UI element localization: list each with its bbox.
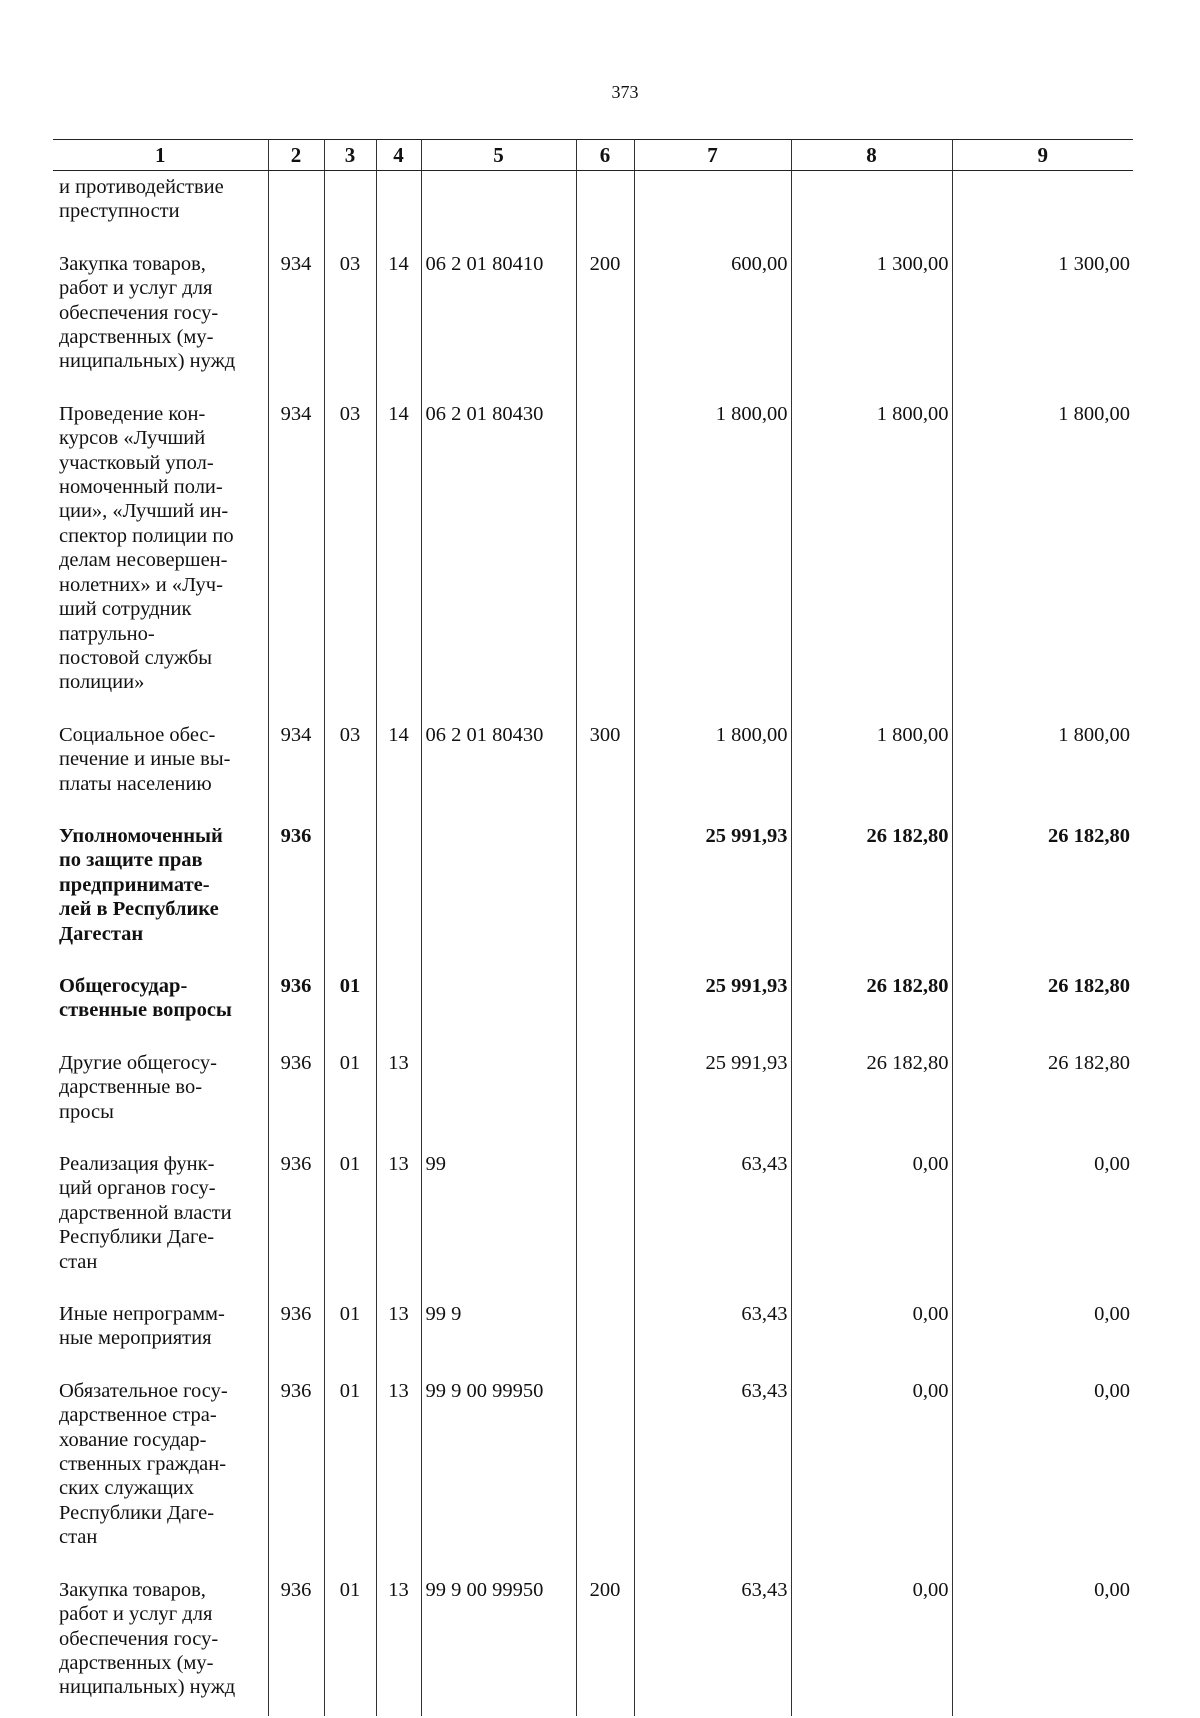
amount-col-8: 0,00 [791, 1290, 952, 1367]
ministry-code: 936 [268, 1566, 324, 1716]
item-name: Социальное обес- печение и иные вы- платы населению [59, 723, 231, 795]
subsection-code: 13 [376, 1290, 421, 1367]
amount-col-9: 1 800,00 [952, 390, 1133, 711]
header-col-4: 4 [376, 140, 421, 171]
expense-type-code [576, 1039, 634, 1140]
target-article-code: 99 9 [421, 1290, 576, 1367]
ministry-code: 934 [268, 390, 324, 711]
header-col-8: 8 [791, 140, 952, 171]
item-name: Закупка товаров, работ и услуг для обеспечения госу- дарственных (му- ниципальных) нужд [59, 1578, 236, 1699]
header-col-2: 2 [268, 140, 324, 171]
budget-table [53, 139, 1133, 1716]
target-article-code: 99 9 00 99950 [421, 1367, 576, 1566]
item-name: и противодействие преступности [59, 176, 224, 223]
amount-col-8: 0,00 [791, 1140, 952, 1290]
amount-col-8: 1 800,00 [791, 390, 952, 711]
amount-col-8: 1 800,00 [791, 711, 952, 812]
amount-col-7 [634, 171, 791, 240]
amount-col-9: 1 300,00 [952, 240, 1133, 390]
ministry-code [268, 171, 324, 240]
ministry-code: 934 [268, 711, 324, 812]
table-row [53, 171, 1133, 240]
amount-col-7: 1 800,00 [634, 711, 791, 812]
target-article-code: 06 2 01 80430 [421, 711, 576, 812]
header-col-6: 6 [576, 140, 634, 171]
item-name: Реализация функ- ций органов госу- дарственной власти Республики Даге- стан [59, 1153, 232, 1273]
amount-col-8: 26 182,80 [791, 962, 952, 1039]
target-article-code [421, 962, 576, 1039]
table-row [53, 1367, 1133, 1566]
section-code: 01 [324, 1566, 376, 1716]
target-article-code: 06 2 01 80430 [421, 390, 576, 711]
amount-col-9: 1 800,00 [952, 711, 1133, 812]
table-row [53, 812, 1133, 962]
item-name: Обязательное госу- дарственное стра- хование государ- ственных граждан- ских служащих Республики Даге- стан [59, 1379, 228, 1549]
amount-col-9: 26 182,80 [952, 812, 1133, 962]
header-col-9: 9 [952, 140, 1133, 171]
amount-col-8: 0,00 [791, 1566, 952, 1716]
amount-col-9: 0,00 [952, 1290, 1133, 1367]
section-code: 03 [324, 240, 376, 390]
item-name: Закупка товаров, работ и услуг для обеспечения госу- дарственных (му- ниципальных) нужд [59, 252, 236, 373]
expense-type-code [576, 962, 634, 1039]
table-row [53, 1140, 1133, 1290]
subsection-code: 14 [376, 390, 421, 711]
section-code: 01 [324, 1140, 376, 1290]
table-row [53, 1039, 1133, 1140]
subsection-code [376, 962, 421, 1039]
ministry-code: 936 [268, 812, 324, 962]
subsection-code: 13 [376, 1039, 421, 1140]
table-row [53, 240, 1133, 390]
expense-type-code [576, 171, 634, 240]
ministry-code: 936 [268, 1290, 324, 1367]
section-code: 03 [324, 711, 376, 812]
ministry-code: 936 [268, 1367, 324, 1566]
item-name: Иные непрограмм- ные мероприятия [59, 1303, 225, 1350]
amount-col-9: 0,00 [952, 1367, 1133, 1566]
item-name: Общегосудар- ственные вопросы [59, 974, 232, 1022]
subsection-code: 14 [376, 240, 421, 390]
table-header [53, 140, 1133, 171]
amount-col-9: 0,00 [952, 1566, 1133, 1716]
item-name: Проведение кон- курсов «Лучший участковый упол- номоченный поли- ции», «Лучший ин- спектор полиции по делам несовершен- нолетних» и «Луч- ший сотрудник патрульно- постовой службы полиции» [59, 402, 234, 694]
expense-type-code: 200 [576, 1566, 634, 1716]
amount-col-9: 26 182,80 [952, 1039, 1133, 1140]
amount-col-8: 1 300,00 [791, 240, 952, 390]
item-name: Уполномоченный по защите прав предпринимате- лей в Республике Дагестан [59, 824, 223, 945]
table-body [53, 171, 1133, 1716]
target-article-code [421, 1039, 576, 1140]
expense-type-code [576, 1290, 634, 1367]
amount-col-7: 63,43 [634, 1290, 791, 1367]
target-article-code: 99 [421, 1140, 576, 1290]
expense-type-code [576, 812, 634, 962]
section-code: 03 [324, 390, 376, 711]
amount-col-9: 0,00 [952, 1140, 1133, 1290]
subsection-code [376, 812, 421, 962]
amount-col-8 [791, 171, 952, 240]
expense-type-code [576, 1367, 634, 1566]
header-col-3: 3 [324, 140, 376, 171]
amount-col-7: 25 991,93 [634, 812, 791, 962]
table-row [53, 1566, 1133, 1716]
page-number: 373 [611, 82, 639, 102]
amount-col-8: 26 182,80 [791, 812, 952, 962]
subsection-code: 13 [376, 1367, 421, 1566]
ministry-code: 934 [268, 240, 324, 390]
expense-type-code: 300 [576, 711, 634, 812]
target-article-code: 99 9 00 99950 [421, 1566, 576, 1716]
expense-type-code [576, 390, 634, 711]
amount-col-7: 25 991,93 [634, 1039, 791, 1140]
target-article-code [421, 171, 576, 240]
header-col-5: 5 [421, 140, 576, 171]
target-article-code: 06 2 01 80410 [421, 240, 576, 390]
amount-col-7: 63,43 [634, 1566, 791, 1716]
section-code [324, 171, 376, 240]
section-code: 01 [324, 962, 376, 1039]
subsection-code: 14 [376, 711, 421, 812]
section-code [324, 812, 376, 962]
ministry-code: 936 [268, 1039, 324, 1140]
amount-col-9: 26 182,80 [952, 962, 1133, 1039]
amount-col-7: 25 991,93 [634, 962, 791, 1039]
header-col-1: 1 [53, 140, 268, 171]
subsection-code: 13 [376, 1140, 421, 1290]
amount-col-7: 600,00 [634, 240, 791, 390]
header-row [53, 140, 1133, 171]
table-row [53, 390, 1133, 711]
amount-col-8: 0,00 [791, 1367, 952, 1566]
header-col-7: 7 [634, 140, 791, 171]
subsection-code [376, 171, 421, 240]
ministry-code: 936 [268, 1140, 324, 1290]
amount-col-8: 26 182,80 [791, 1039, 952, 1140]
amount-col-7: 1 800,00 [634, 390, 791, 711]
target-article-code [421, 812, 576, 962]
ministry-code: 936 [268, 962, 324, 1039]
table-row [53, 711, 1133, 812]
amount-col-7: 63,43 [634, 1140, 791, 1290]
section-code: 01 [324, 1367, 376, 1566]
table-row [53, 1290, 1133, 1367]
section-code: 01 [324, 1290, 376, 1367]
subsection-code: 13 [376, 1566, 421, 1716]
expense-type-code [576, 1140, 634, 1290]
table-row [53, 962, 1133, 1039]
amount-col-7: 63,43 [634, 1367, 791, 1566]
amount-col-9 [952, 171, 1133, 240]
item-name: Другие общегосу- дарственные во- просы [59, 1051, 217, 1123]
section-code: 01 [324, 1039, 376, 1140]
expense-type-code: 200 [576, 240, 634, 390]
